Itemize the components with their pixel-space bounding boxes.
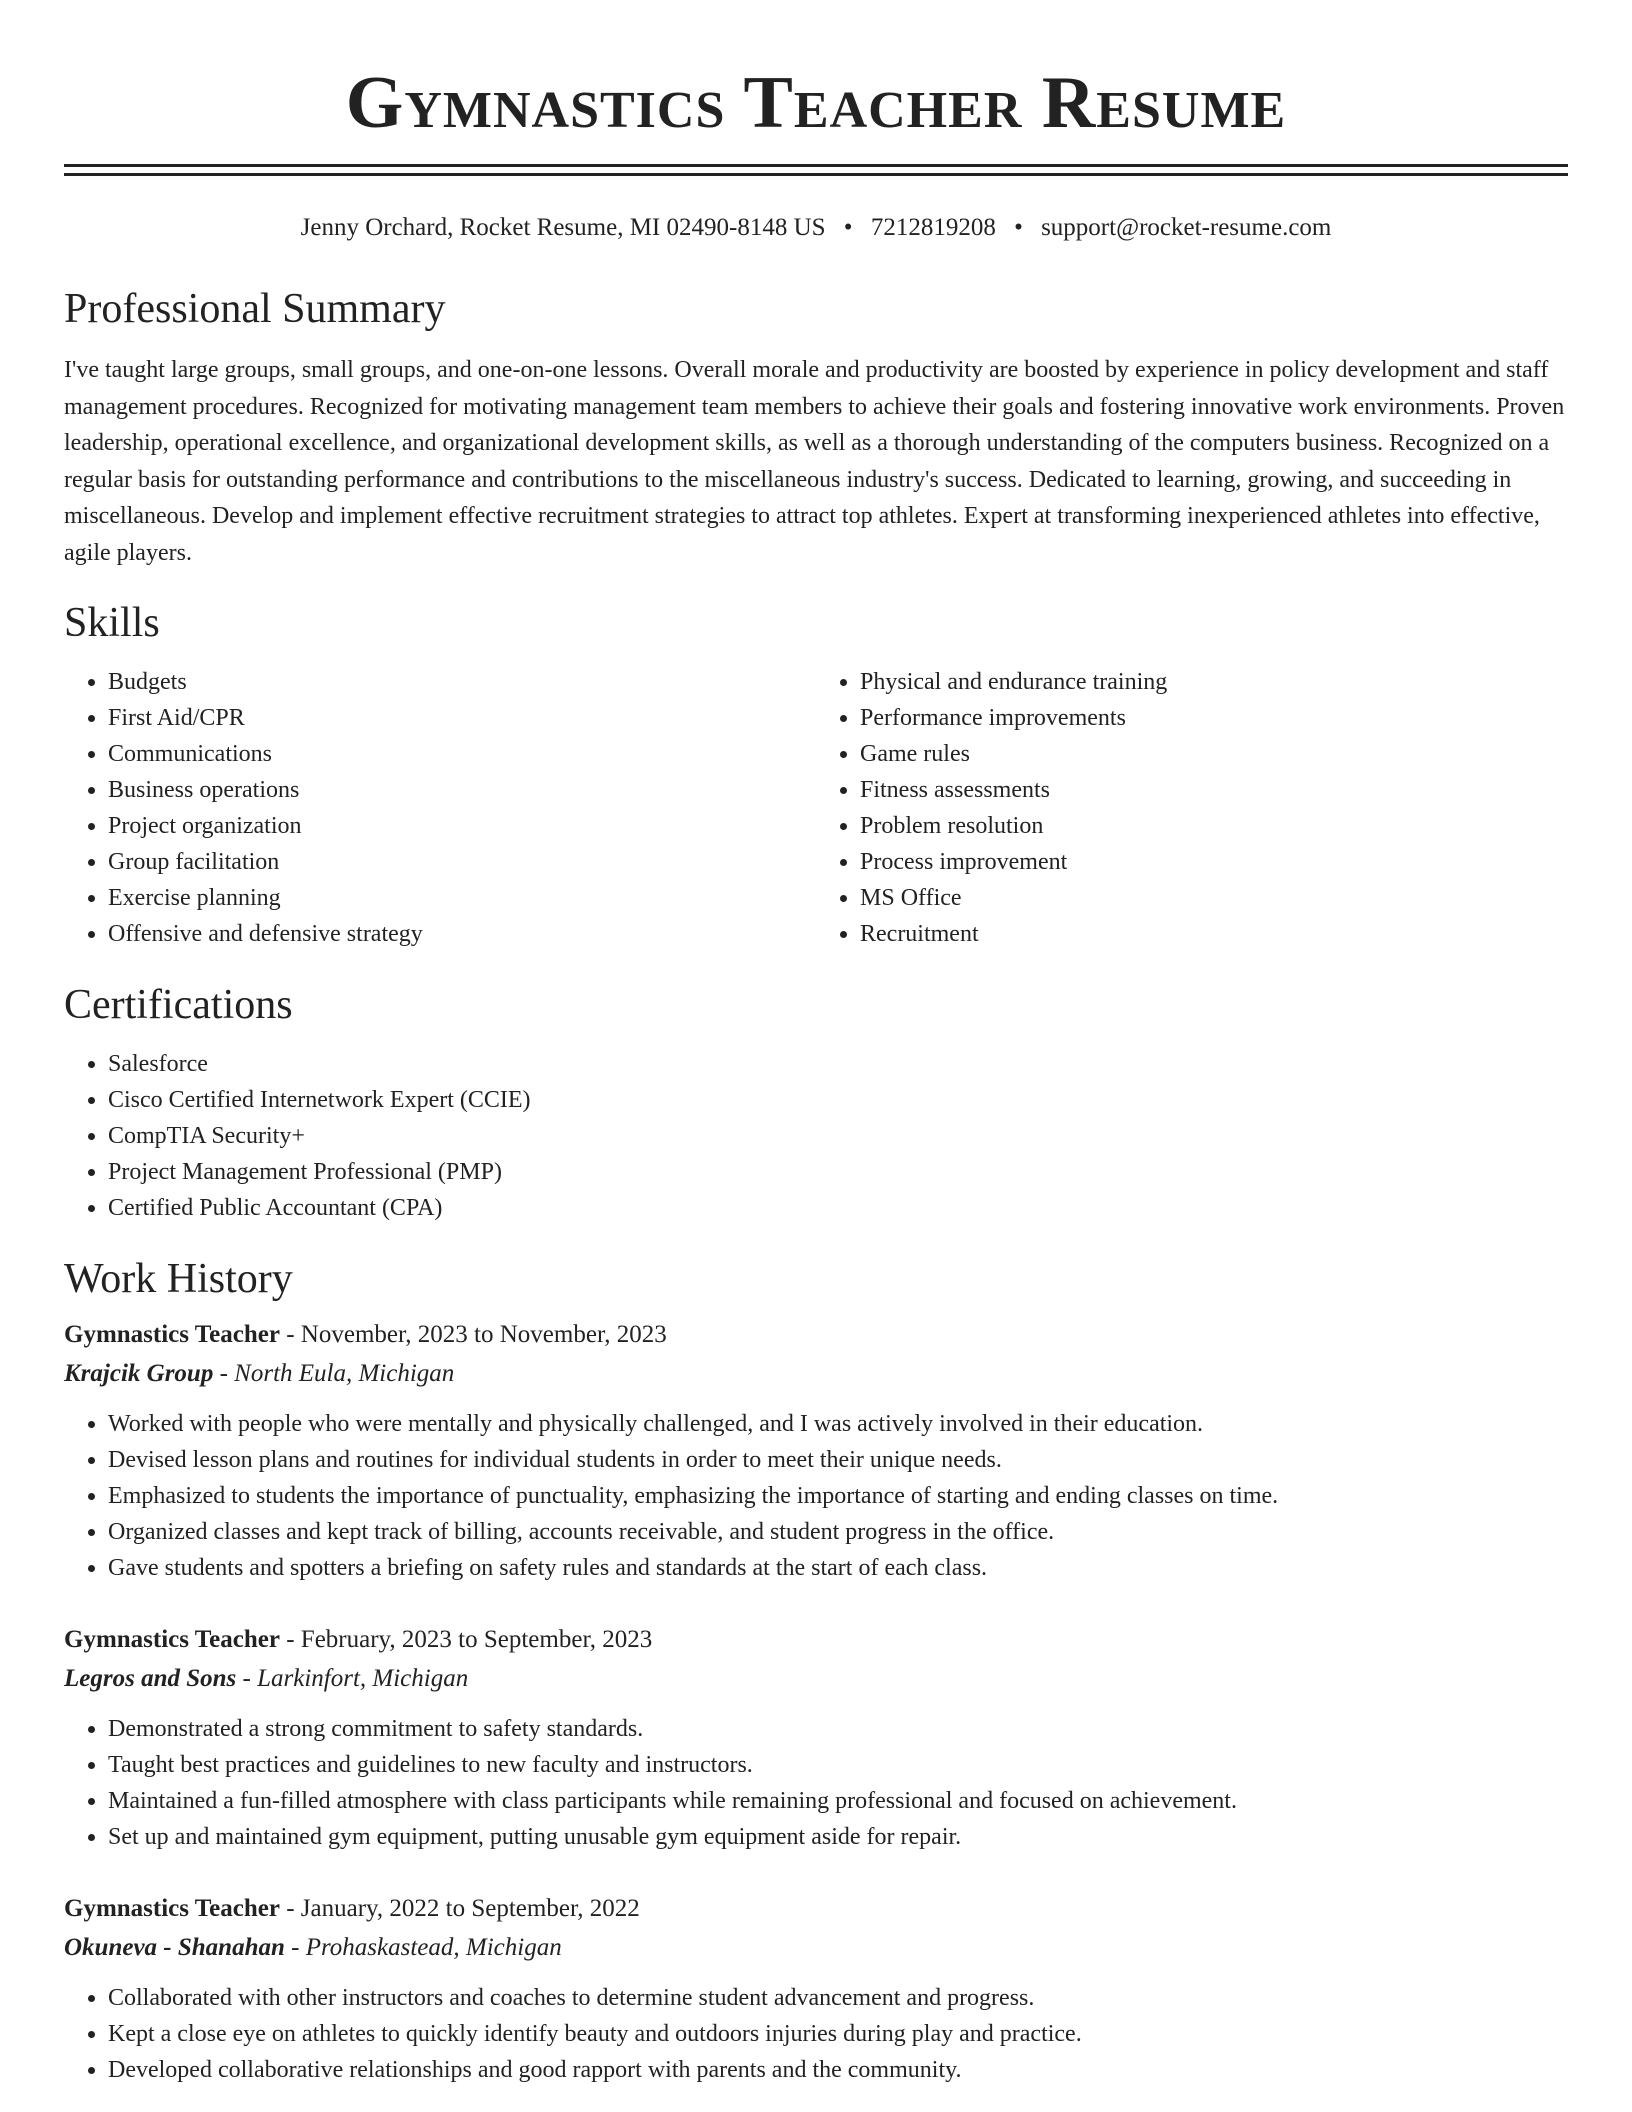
contact-separator: • <box>843 214 853 241</box>
contact-email: support@rocket-resume.com <box>1041 214 1332 241</box>
list-item: • Offensive and defensive strategy <box>108 916 816 952</box>
job-company-line <box>64 1928 1568 1968</box>
list-item: • Certified Public Accountant (CPA) <box>108 1190 1568 1226</box>
resume-title: Gymnastics Teacher Resume <box>345 62 1287 144</box>
list-item: • Project Management Professional (PMP) <box>108 1154 1568 1190</box>
list-item: • Kept a close eye on athletes to quickly identify beauty and outdoors injuries during play and practice. <box>108 2016 1568 2052</box>
list-item: • CompTIA Security+ <box>108 1118 1568 1154</box>
list-item: • Salesforce <box>108 1046 1568 1082</box>
job-bullets <box>64 1711 1568 1855</box>
list-item: • Set up and maintained gym equipment, putting unusable gym equipment aside for repair. <box>108 1819 1568 1855</box>
summary-text: I've taught large groups, small groups, and one-on-one lessons. Overall morale and productivity are boosted by experience in policy development and staff management procedures. Recognized for motivating management team members to achieve their goals and fostering innovative work environments. Proven leadership, operational excellence, and organizational development skills, as well as a thorough understanding of the computers business. Recognized on a regular basis for outstanding performance and contributions to the miscellaneous industry's success. Dedicated to learning, growing, and succeeding in miscellaneous. Develop and implement effective recruitment strategies to attract top athletes. Expert at transforming inexperienced athletes into effective, agile players. <box>64 357 1565 566</box>
certifications-heading: Certifications <box>64 982 293 1028</box>
job-entry <box>64 1890 1568 2088</box>
skills-heading: Skills <box>64 600 160 646</box>
list-item: • Problem resolution <box>860 808 1568 844</box>
contact-phone: 7212819208 <box>870 214 996 241</box>
list-item: • Process improvement <box>860 844 1568 880</box>
skills-columns <box>64 664 1568 952</box>
list-item: • Performance improvements <box>860 700 1568 736</box>
skills-list-right <box>816 664 1568 952</box>
job-company: Legros and Sons <box>64 1665 237 1692</box>
list-item: • Cisco Certified Internetwork Expert (CCIE) <box>108 1082 1568 1118</box>
list-item: • Worked with people who were mentally and physically challenged, and I was actively involved in their education. <box>108 1406 1568 1442</box>
job-location: - Prohaskastead, Michigan <box>284 1934 562 1961</box>
list-item: • Communications <box>108 736 816 772</box>
job-dates: - February, 2023 to September, 2023 <box>279 1626 653 1653</box>
contact-line <box>64 212 1568 244</box>
work-history-heading: Work History <box>64 1256 293 1302</box>
job-bullets <box>64 1980 1568 2088</box>
title-double-rule <box>64 164 1568 176</box>
certifications-list <box>64 1046 1568 1226</box>
list-item: • Maintained a fun-filled atmosphere with class participants while remaining professional and focused on achievement. <box>108 1783 1568 1819</box>
job-title: Gymnastics Teacher <box>64 1895 280 1922</box>
list-item: • Devised lesson plans and routines for individual students in order to meet their unique needs. <box>108 1442 1568 1478</box>
list-item: • Group facilitation <box>108 844 816 880</box>
list-item: • Taught best practices and guidelines to new faculty and instructors. <box>108 1747 1568 1783</box>
job-dates: - November, 2023 to November, 2023 <box>279 1321 667 1348</box>
list-item: • Emphasized to students the importance of punctuality, emphasizing the importance of starting and ending classes on time. <box>108 1478 1568 1514</box>
summary-heading: Professional Summary <box>64 286 446 332</box>
resume-page <box>64 0 1568 2088</box>
job-company: Krajcik Group <box>64 1360 214 1387</box>
list-item: • Exercise planning <box>108 880 816 916</box>
list-item: • MS Office <box>860 880 1568 916</box>
list-item: • Gave students and spotters a briefing on safety rules and standards at the start of each class. <box>108 1550 1568 1586</box>
job-company-line <box>64 1659 1568 1699</box>
list-item: • Physical and endurance training <box>860 664 1568 700</box>
list-item: • Business operations <box>108 772 816 808</box>
list-item: • First Aid/CPR <box>108 700 816 736</box>
list-item: • Project organization <box>108 808 816 844</box>
list-item: • Collaborated with other instructors and coaches to determine student advancement and progress. <box>108 1980 1568 2016</box>
job-title: Gymnastics Teacher <box>64 1321 280 1348</box>
skills-list-left <box>64 664 816 952</box>
job-bullets <box>64 1406 1568 1586</box>
job-company-line <box>64 1354 1568 1394</box>
job-entry <box>64 1316 1568 1586</box>
list-item: • Organized classes and kept track of billing, accounts receivable, and student progress in the office. <box>108 1514 1568 1550</box>
contact-address: Jenny Orchard, Rocket Resume, MI 02490-8148 US <box>300 214 826 241</box>
job-title-line <box>64 1890 1568 1928</box>
job-entry <box>64 1621 1568 1855</box>
list-item: • Budgets <box>108 664 816 700</box>
contact-separator: • <box>1014 214 1023 241</box>
list-item: • Game rules <box>860 736 1568 772</box>
list-item: • Demonstrated a strong commitment to safety standards. <box>108 1711 1568 1747</box>
list-item: • Fitness assessments <box>860 772 1568 808</box>
job-dates: - January, 2022 to September, 2022 <box>279 1895 640 1922</box>
job-location: - North Eula, Michigan <box>213 1360 455 1387</box>
rule-top <box>64 164 1568 167</box>
list-item: • Developed collaborative relationships and good rapport with parents and the community. <box>108 2052 1568 2088</box>
rule-bottom <box>64 173 1568 176</box>
list-item: • Recruitment <box>860 916 1568 952</box>
job-title-line <box>64 1621 1568 1659</box>
job-title: Gymnastics Teacher <box>64 1626 280 1653</box>
job-title-line <box>64 1316 1568 1354</box>
job-company: Okuneva - Shanahan <box>64 1934 285 1961</box>
job-location: - Larkinfort, Michigan <box>236 1665 469 1692</box>
